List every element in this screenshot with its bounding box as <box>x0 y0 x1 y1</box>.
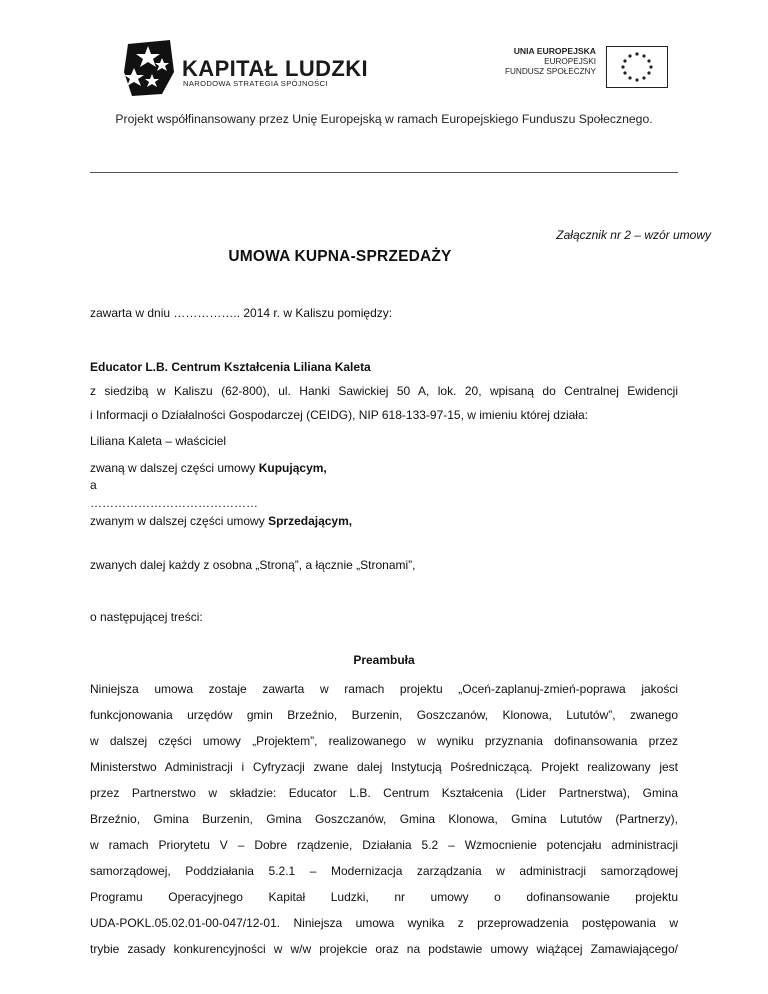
buyer-address-line-1: z siedzibą w Kaliszu (62-800), ul. Hanki Sawickiej 50 A, lok. 20, wpisaną do Centralnej Ewidencji <box>90 384 678 398</box>
preamble-title: Preambuła <box>353 653 415 667</box>
content-intro: o następującej treści: <box>90 610 203 624</box>
preamble-line: w dalszej części umowy „Projektem”, realizowanego w wyniku przyznania dofinansowania przez <box>90 734 678 748</box>
conjunction: a <box>90 478 97 492</box>
eu-flag-icon <box>606 46 668 88</box>
header-divider <box>90 172 678 173</box>
eu-text <box>505 46 596 78</box>
buyer-role: Kupującym, <box>258 461 327 475</box>
document-title: UMOWA KUPNA-SPRZEDAŻY <box>228 248 452 265</box>
preamble-line: przez Partnerstwo w składzie: Educator L.B. Centrum Kształcenia (Lider Partnerstwa), Gmina <box>90 786 678 800</box>
seller-placeholder: …………………………………… <box>90 496 258 510</box>
eu-line-2: EUROPEJSKI <box>544 56 596 66</box>
preamble-line: Brzeźnio, Gmina Burzenin, Gmina Goszczanów, Gmina Klonowa, Gmina Lututów (Partnerzy), <box>90 812 678 826</box>
parties-line: zwanych dalej każdy z osobna „Stroną”, a łącznie „Stronami”, <box>90 558 416 572</box>
preamble-line: trybie zasady konkurencyjności w w/w projekcie oraz na podstawie umowy wiążącej Zamawiającego/ <box>90 942 678 956</box>
preamble-line: Ministerstwo Administracji i Cyfryzacji zwane dalej Instytucją Pośredniczącą. Projekt realizowany jest <box>90 760 678 774</box>
preamble-line: w ramach Priorytetu V – Dobre rządzenie, Działania 5.2 – Wzmocnienie potencjału administracji <box>90 838 678 852</box>
preamble-line: Niniejsza umowa zostaje zawarta w ramach projektu „Oceń-zaplanuj-zmień-poprawa jakości <box>90 682 678 696</box>
owner-line: Liliana Kaleta – właściciel <box>90 434 227 448</box>
eu-line-1: UNIA EUROPEJSKA <box>513 46 596 56</box>
buyer-role-line <box>90 460 327 476</box>
preamble-line: samorządowej, Poddziałania 5.2.1 – Modernizacja zarządzania w administracji samorządowej <box>90 864 678 878</box>
preamble-line: UDA-POKL.05.02.01-00-047/12-01. Niniejsza umowa wynika z przeprowadzenia postępowania w <box>90 916 678 930</box>
preamble-line: Programu Operacyjnego Kapitał Ludzki, nr umowy o dofinansowanie projektu <box>90 890 678 904</box>
annex-label: Załącznik nr 2 – wzór umowy <box>556 228 711 242</box>
buyer-role-prefix: zwaną w dalszej części umowy <box>90 461 259 475</box>
seller-role-line <box>90 513 352 529</box>
eu-line-3: FUNDUSZ SPOŁECZNY <box>505 67 596 76</box>
concluded-line: zawarta w dniu …………….. 2014 r. w Kaliszu pomiędzy: <box>90 306 393 320</box>
kapital-ludzki-subtitle: NARODOWA STRATEGIA SPÓJNOŚCI <box>183 79 328 88</box>
kapital-ludzki-title: KAPITAŁ LUDZKI <box>182 56 369 81</box>
eu-logo-block <box>478 46 668 92</box>
seller-role: Sprzedającym, <box>268 514 353 528</box>
buyer-name: Educator L.B. Centrum Kształcenia Liliana Kaleta <box>90 360 371 374</box>
buyer-address-line-2: i Informacji o Działalności Gospodarczej (CEIDG), NIP 618-133-97-15, w imieniu której działa: <box>90 408 588 422</box>
preamble-line: funkcjonowania urzędów gmin Brzeźnio, Burzenin, Goszczanów, Klonowa, Lututów”, zwanego <box>90 708 678 722</box>
project-cofinancing-line: Projekt współfinansowany przez Unię Europejską w ramach Europejskiego Funduszu Społecznego. <box>115 112 653 126</box>
seller-role-prefix: zwanym w dalszej części umowy <box>90 514 269 528</box>
